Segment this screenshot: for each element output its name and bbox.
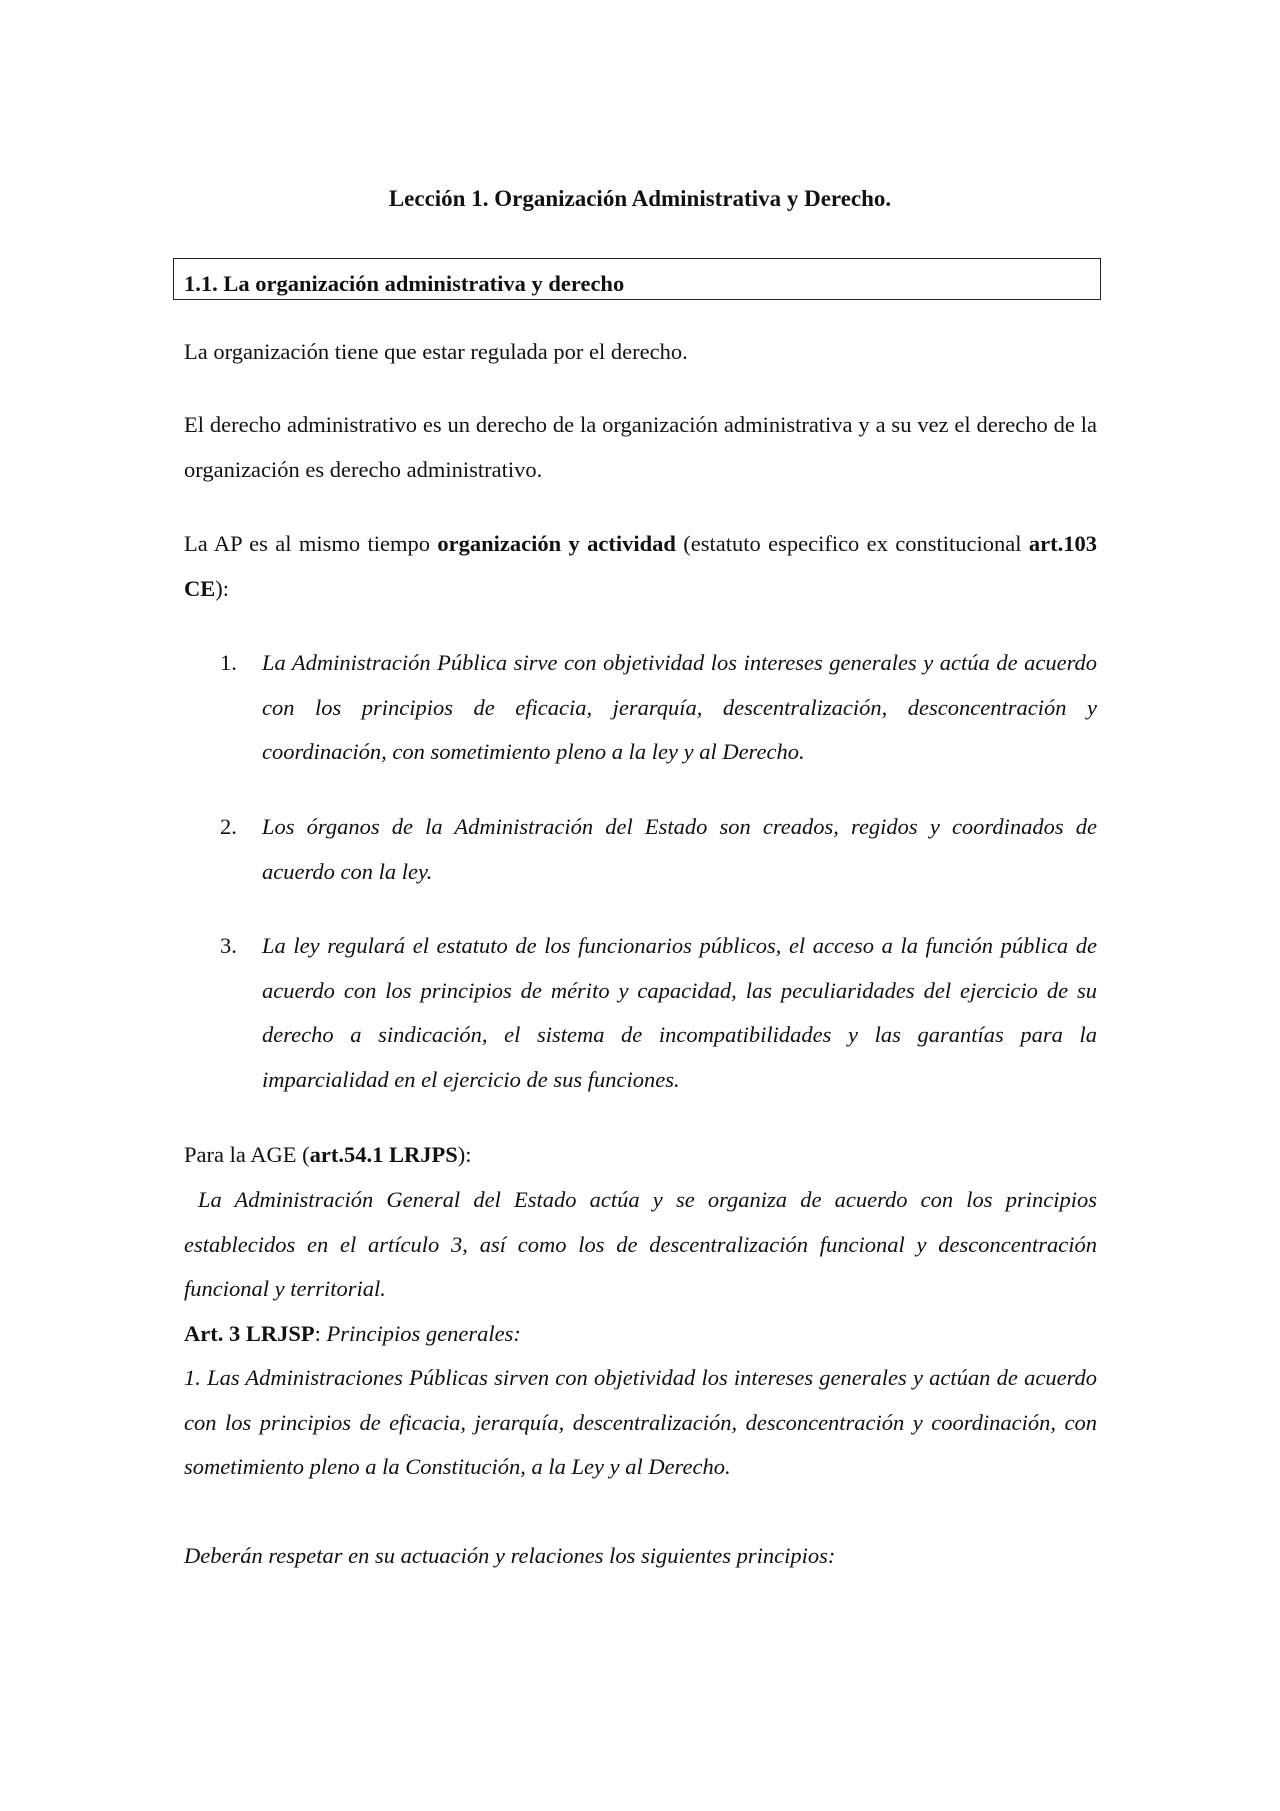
section-heading: 1.1. La organización administrativa y derecho (184, 271, 625, 296)
text-run: La AP es al mismo tiempo (184, 531, 438, 556)
text-run: ): (215, 575, 230, 601)
bold-run: art.54.1 LRJPS (309, 1142, 458, 1167)
list-number: 1. (220, 650, 237, 675)
text-run: Para la AGE ( (184, 1142, 310, 1167)
bold-run: Art. 3 LRJSP (184, 1321, 315, 1346)
paragraph-age-quote: La Administración General del Estado actúa y se organiza de acuerdo con los principios establecidos en el artículo 3, así como los de descentralización funcional y desconcentración funcional y territorial. (184, 1187, 1097, 1301)
paragraph-age-intro (184, 1133, 1097, 1178)
paragraph-art3-heading (184, 1312, 1097, 1357)
paragraph-art3-item1: 1. Las Administraciones Públicas sirven con objetividad los intereses generales y actúan de acuerdo con los principios de eficacia, jerarquía, descentralización, desconcentración y coordinación, con sometimiento pleno a la Constitución, a la Ley y al Derecho. (184, 1365, 1097, 1479)
bold-run: art.103 CE (184, 531, 1097, 601)
list-text: La Administración Pública sirve con objetividad los intereses generales y actúa de acuerdo con los principios de eficacia, jerarquía, descentralización, desconcentración y coordinación, con sometimiento pleno a la ley y al Derecho. (262, 650, 1097, 764)
list-text: La ley regulará el estatuto de los funcionarios públicos, el acceso a la función pública de acuerdo con los principios de mérito y capacidad, las peculiaridades del ejercicio de su derecho a sindicación, el sistema de incompatibilidades y las garantías para la imparcialidad en el ejercicio de sus funciones. (262, 933, 1097, 1092)
section-heading-box (173, 258, 1101, 300)
list-number: 3. (220, 933, 237, 958)
list-item (220, 924, 1097, 1102)
list-number: 2. (220, 814, 237, 839)
lesson-title: Lección 1. Organización Administrativa y Derecho. (388, 186, 892, 211)
text-run: : (314, 1321, 327, 1346)
italic-run: Principios generales: (326, 1321, 521, 1346)
bold-run: organización y actividad (437, 531, 676, 556)
list-item (220, 805, 1097, 894)
paragraph-administrative-law: El derecho administrativo es un derecho de la organización administrativa y a su vez el derecho de la organización es derecho administrativo. (184, 412, 1097, 482)
paragraph-regulation: La organización tiene que estar regulada por el derecho. (184, 339, 688, 364)
paragraph-principles-closing: Deberán respetar en su actuación y relaciones los siguientes principios: (184, 1543, 836, 1568)
paragraph-ap-definition (184, 522, 1097, 611)
text-run: ): (457, 1142, 472, 1167)
text-run: (estatuto especifico ex constitucional (675, 531, 1029, 556)
list-item (220, 641, 1097, 775)
list-text: Los órganos de la Administración del Estado son creados, regidos y coordinados de acuerdo con la ley. (262, 814, 1097, 884)
